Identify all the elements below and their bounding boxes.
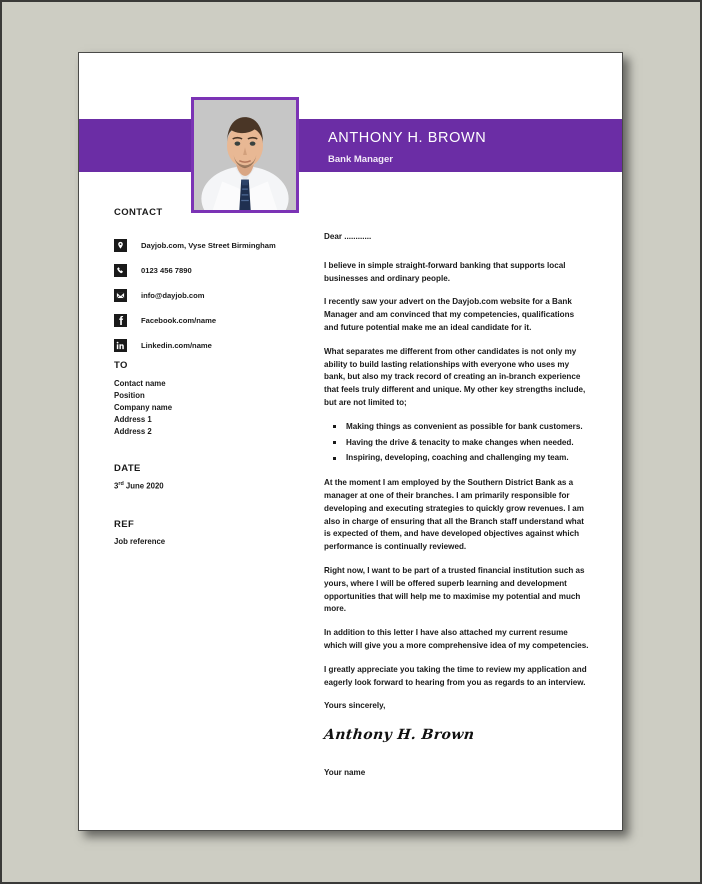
letter-paragraph-7: I greatly appreciate you taking the time to review my application and eagerly look forward to hearing from you as regards to an interview. <box>324 664 587 687</box>
location-pin-icon <box>114 239 127 252</box>
letter-sign-off: Yours sincerely, <box>324 701 386 711</box>
candidate-name: ANTHONY H. BROWN <box>328 130 487 146</box>
header-banner <box>79 119 623 172</box>
contact-list <box>114 233 314 358</box>
letter-your-name: Your name <box>324 768 366 778</box>
contact-item-linkedin[interactable] <box>114 333 314 358</box>
letter-paragraph-2: I recently saw your advert on the Dayjob.com website for a Bank Manager and am convinced that my competencies, qualifications and future potential make me an ideal candidate for it. <box>324 297 575 332</box>
contact-email-text: info@dayjob.com <box>141 291 205 300</box>
contact-facebook-text: Facebook.com/name <box>141 316 217 325</box>
profile-photo <box>191 97 299 213</box>
contact-item-address[interactable] <box>114 233 314 258</box>
reference-value: Job reference <box>114 537 166 546</box>
date-heading: DATE <box>114 463 141 474</box>
contact-phone-text: 0123 456 7890 <box>141 266 192 275</box>
document-page <box>78 52 623 831</box>
contact-address-text: Dayjob.com, Vyse Street Birmingham <box>141 241 276 250</box>
letter-strengths-list <box>324 421 589 465</box>
letter-paragraph-1: I believe in simple straight-forward banking that supports local businesses and ordinary people. <box>324 260 566 283</box>
facebook-icon <box>114 314 127 327</box>
date-value <box>114 481 164 491</box>
recipient-block <box>114 378 172 438</box>
date-day: 3 <box>114 481 119 491</box>
contact-heading: CONTACT <box>114 207 163 218</box>
contact-item-email[interactable] <box>114 283 314 308</box>
recipient-heading: TO <box>114 360 128 371</box>
contact-item-phone[interactable] <box>114 258 314 283</box>
list-item: Making things as convenient as possible for bank customers. <box>346 421 589 434</box>
recipient-line-address-1: Address 1 <box>114 415 152 425</box>
recipient-line-position: Position <box>114 391 145 401</box>
candidate-role: Bank Manager <box>328 154 393 165</box>
reference-heading: REF <box>114 519 135 530</box>
letter-salutation: Dear ............ <box>324 232 372 241</box>
list-item: Having the drive & tenacity to make changes when needed. <box>346 437 589 450</box>
letter-paragraph-4: At the moment I am employed by the Southern District Bank as a manager at one of their branches. I am primarily responsible for developing and executing strategies to quickly grow revenues. I am also in charge of ensuring that all the Branch staff understand what is expected of them, and have developed objectives against which performance is continually reviewed. <box>324 478 584 552</box>
letter-paragraph-6: In addition to this letter I have also attached my current resume which will give you a more comprehensive idea of my competencies. <box>324 628 589 650</box>
recipient-line-address-2: Address 2 <box>114 427 152 437</box>
signature: Anthony H. Brown <box>323 727 476 744</box>
contact-item-facebook[interactable] <box>114 308 314 333</box>
recipient-line-contact-name: Contact name <box>114 379 166 388</box>
date-ordinal: rd <box>118 481 124 487</box>
letter-paragraph-3: What separates me different from other candidates is not only my ability to build lasting relationships with everyone who uses my bank, but also my track record of creating an in-branch experience that feels truly different and unique. My other key strengths include, but are not limited to; <box>324 346 586 407</box>
phone-icon <box>114 264 127 277</box>
email-icon <box>114 289 127 302</box>
letter-paragraph-5: Right now, I want to be part of a trusted financial institution such as yours, where I will be offered superb learning and development opportunities that will help me to maximise my potential and much more. <box>324 565 585 614</box>
list-item: Inspiring, developing, coaching and challenging my team. <box>346 452 589 465</box>
contact-linkedin-text: Linkedin.com/name <box>141 341 212 350</box>
date-rest: June 2020 <box>125 481 164 491</box>
letter-body <box>324 231 589 791</box>
recipient-line-company: Company name <box>114 403 173 413</box>
linkedin-icon <box>114 339 127 352</box>
